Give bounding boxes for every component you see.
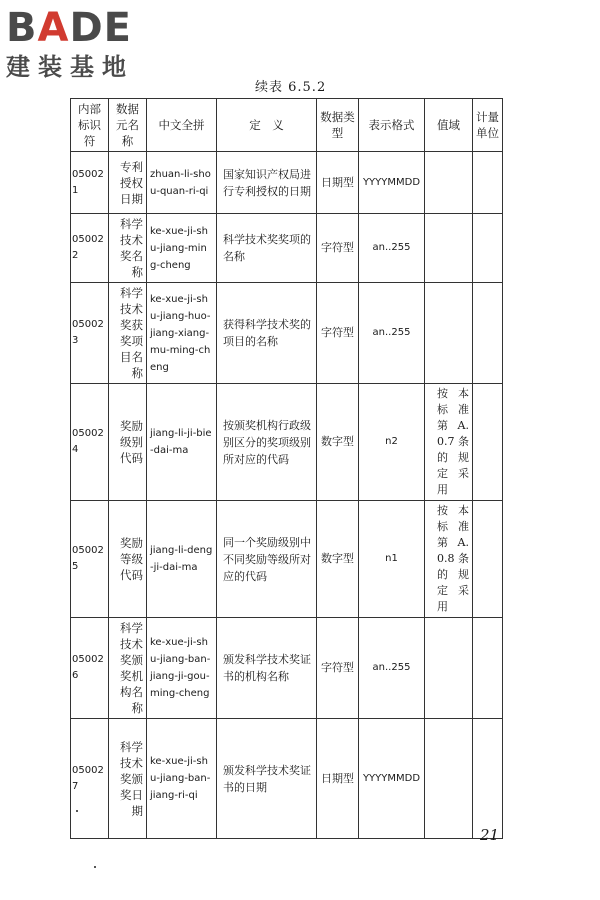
cell-unit xyxy=(473,501,503,618)
cell-name: 科学技术奖颁奖机构名称 xyxy=(109,618,147,719)
cell-definition: 获得科学技术奖的项目的名称 xyxy=(217,283,317,384)
logo-wordmark: BADE xyxy=(6,5,132,51)
header-element-name: 数据元名称 xyxy=(109,99,147,152)
cell-definition: 按颁奖机构行政级别区分的奖项级别所对应的代码 xyxy=(217,384,317,501)
table-row xyxy=(71,214,503,283)
header-format: 表示格式 xyxy=(359,99,425,152)
cell-pinyin: jiang-li-ji-bie-dai-ma xyxy=(147,384,217,501)
cell-type: 字符型 xyxy=(317,283,359,384)
cell-type: 数字型 xyxy=(317,384,359,501)
cell-pinyin: jiang-li-deng-ji-dai-ma xyxy=(147,501,217,618)
cell-format: an..255 xyxy=(359,618,425,719)
header-pinyin: 中文全拼 xyxy=(147,99,217,152)
cell-definition: 国家知识产权局进行专利授权的日期 xyxy=(217,152,317,214)
cell-id: 050021 xyxy=(71,152,109,214)
cell-unit xyxy=(473,283,503,384)
cell-definition: 颁发科学技术奖证书的日期 xyxy=(217,719,317,839)
table-row xyxy=(71,501,503,618)
header-internal-id: 内部标识符 xyxy=(71,99,109,152)
cell-name: 奖励级别代码 xyxy=(109,384,147,501)
logo-subtitle: 建装基地 xyxy=(6,53,134,81)
cell-domain xyxy=(425,618,473,719)
data-element-table xyxy=(70,98,503,839)
cell-definition: 科学技术奖奖项的名称 xyxy=(217,214,317,283)
cell-domain: 按本标准第A.0.8条的规定采用 xyxy=(425,501,473,618)
cell-format: YYYYMMDD xyxy=(359,152,425,214)
cell-id: 050025 xyxy=(71,501,109,618)
cell-format: n2 xyxy=(359,384,425,501)
cell-pinyin: ke-xue-ji-shu-jiang-ban-jiang-ri-qi xyxy=(147,719,217,839)
cell-domain: 按本标准第A.0.7条的规定采用 xyxy=(425,384,473,501)
header-definition: 定 义 xyxy=(217,99,317,152)
cell-unit xyxy=(473,214,503,283)
cell-name: 科学技术奖名称 xyxy=(109,214,147,283)
cell-domain xyxy=(425,214,473,283)
table-row xyxy=(71,384,503,501)
table-header-row xyxy=(71,99,503,152)
cell-pinyin: ke-xue-ji-shu-jiang-huo-jiang-xiang-mu-ming-cheng xyxy=(147,283,217,384)
header-value-domain: 值域 xyxy=(425,99,473,152)
cell-type: 字符型 xyxy=(317,618,359,719)
cell-unit xyxy=(473,152,503,214)
cell-unit xyxy=(473,618,503,719)
cell-pinyin: ke-xue-ji-shu-jiang-ban-jiang-ji-gou-ming-cheng xyxy=(147,618,217,719)
cell-definition: 同一个奖励级别中不同奖励等级所对应的代码 xyxy=(217,501,317,618)
cell-definition: 颁发科学技术奖证书的机构名称 xyxy=(217,618,317,719)
header-unit: 计量单位 xyxy=(473,99,503,152)
cell-type: 日期型 xyxy=(317,719,359,839)
cell-id: 050024 xyxy=(71,384,109,501)
cell-name: 科学技术奖获奖项目名称 xyxy=(109,283,147,384)
table-row xyxy=(71,152,503,214)
cell-pinyin: ke-xue-ji-shu-jiang-ming-cheng xyxy=(147,214,217,283)
cell-format: an..255 xyxy=(359,283,425,384)
cell-domain xyxy=(425,152,473,214)
scan-speck xyxy=(94,866,96,868)
cell-format: an..255 xyxy=(359,214,425,283)
scan-speck xyxy=(76,810,78,812)
header-data-type: 数据类型 xyxy=(317,99,359,152)
table-row xyxy=(71,719,503,839)
cell-id: 050026 xyxy=(71,618,109,719)
cell-format: YYYYMMDD xyxy=(359,719,425,839)
cell-type: 字符型 xyxy=(317,214,359,283)
table-row xyxy=(71,283,503,384)
page-number: 21 xyxy=(480,826,500,844)
cell-id: 050027 xyxy=(71,719,109,839)
cell-name: 科学技术奖颁奖日期 xyxy=(109,719,147,839)
cell-unit xyxy=(473,384,503,501)
cell-domain xyxy=(425,719,473,839)
cell-pinyin: zhuan-li-shou-quan-ri-qi xyxy=(147,152,217,214)
cell-id: 050022 xyxy=(71,214,109,283)
table-row xyxy=(71,618,503,719)
cell-type: 数字型 xyxy=(317,501,359,618)
cell-id: 050023 xyxy=(71,283,109,384)
table-caption: 续表 6.5.2 xyxy=(255,80,327,95)
cell-name: 专利授权日期 xyxy=(109,152,147,214)
cell-name: 奖励等级代码 xyxy=(109,501,147,618)
cell-domain xyxy=(425,283,473,384)
cell-format: n1 xyxy=(359,501,425,618)
cell-type: 日期型 xyxy=(317,152,359,214)
bade-logo xyxy=(6,6,176,96)
cell-unit xyxy=(473,719,503,839)
